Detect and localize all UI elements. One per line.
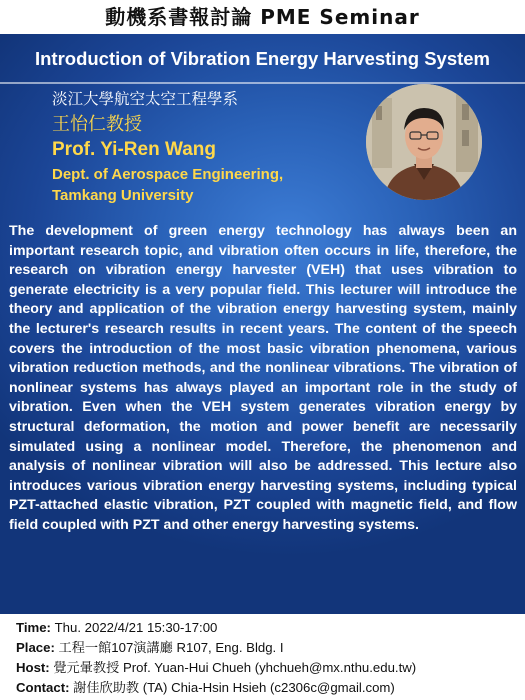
speaker-university: Tamkang University <box>52 187 194 204</box>
speaker-photo <box>366 84 482 200</box>
speaker-portrait-illustration <box>366 84 482 200</box>
place-label: Place: <box>16 640 59 655</box>
poster-panel <box>0 34 525 614</box>
time-value: Thu. 2022/4/21 15:30-17:00 <box>54 620 218 635</box>
host-row <box>16 658 416 678</box>
speaker-name-cn: 王怡仁教授 <box>52 114 142 134</box>
speaker-name-en: Prof. Yi-Ren Wang <box>52 139 216 160</box>
contact-row <box>16 678 395 698</box>
contact-label: Contact: <box>16 680 74 695</box>
place-row <box>16 638 284 658</box>
host-label: Host: <box>16 660 54 675</box>
talk-title: Introduction of Vibration Energy Harvesting System <box>34 48 491 69</box>
contact-value: 謝佳欣助教 (TA) Chia-Hsin Hsieh (c2306c@gmail.com) <box>73 680 395 695</box>
talk-abstract: The development of green energy technology has always been an important research topic, and vibration often occurs in life, therefore, the research on vibration energy harvester (VEH) that uses vibration to generate electricity is a very popular field. This lecturer will introduce the theory and application of the vibration energy harvesting system, mainly the lecturer's research results in recent years. The content of the speech covers the introduction of the most basic vibration phenomena, various vibration reduction methods, and the nonlinear vibrations. The vibration of nonlinear systems has always played an important role in the study of vibration. Even when the VEH system generates vibration energy by structural deformation, the motion and power benefit are necessarily simulated using a nonlinear model. Therefore, the phenomenon and analysis of nonlinear vibration will also be addressed. This lecture also introduces various vibration energy harvesting systems, including typical PZT-attached elastic vibration, PZT coupled with magnetic field, and flow field coupled with PZT and other energy harvesting systems. <box>9 223 517 533</box>
time-label: Time: <box>16 620 55 635</box>
seminar-info <box>0 614 525 700</box>
speaker-dept: Dept. of Aerospace Engineering, <box>52 166 284 183</box>
seminar-header: 動機系書報討論 PME Seminar <box>0 0 525 34</box>
title-divider <box>0 82 525 84</box>
place-value: 工程一館107演講廳 R107, Eng. Bldg. I <box>58 640 284 655</box>
speaker-affiliation-cn: 淡江大學航空太空工程學系 <box>52 91 239 108</box>
speaker-block <box>52 88 372 206</box>
time-row <box>16 618 217 638</box>
host-value: 覺元暈教授 Prof. Yuan-Hui Chueh (yhchueh@mx.nthu.edu.tw) <box>53 660 417 675</box>
